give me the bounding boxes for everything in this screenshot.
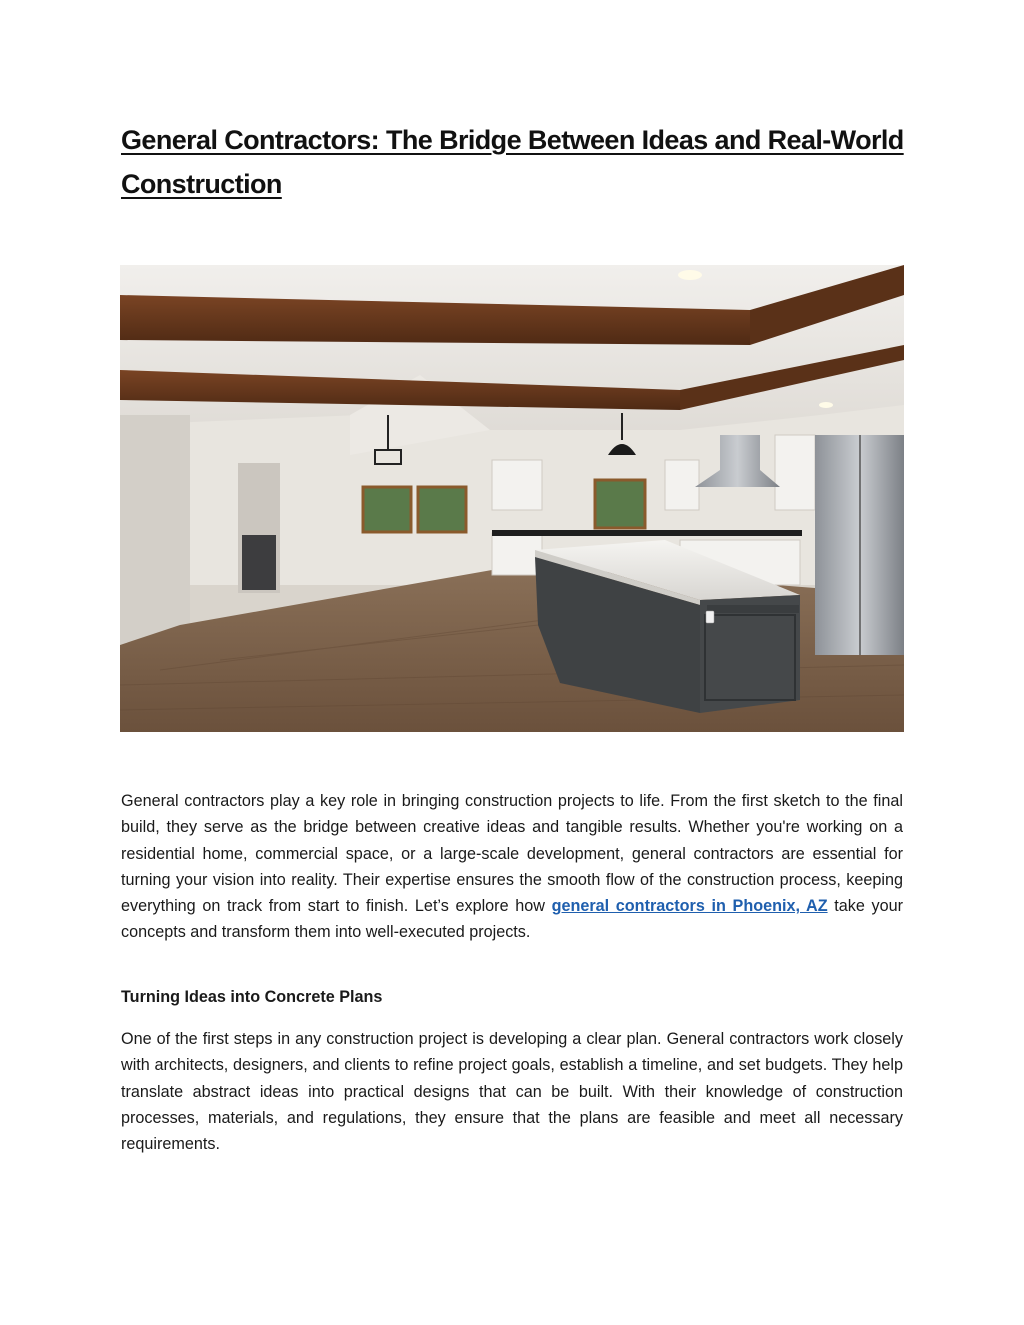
- section-heading: Turning Ideas into Concrete Plans: [121, 988, 383, 1006]
- kitchen-photo: [120, 265, 904, 732]
- intro-paragraph: [121, 788, 903, 946]
- general-contractors-phoenix-link[interactable]: general contractors in Phoenix, AZ: [551, 897, 828, 916]
- section-paragraph: One of the first steps in any construction project is developing a clear plan. General contractors work closely with architects, designers, and clients to refine project goals, establish a timeline, and set budgets. They help translate abstract ideas into practical designs that can be built. With their knowledge of construction processes, materials, and regulations, they ensure that the plans are feasible and meet all necessary requirements.: [121, 1030, 903, 1154]
- intro-text-after-link: take your concepts and transform them into well-executed projects.: [121, 897, 903, 942]
- kitchen-photo-illustration: [120, 265, 904, 732]
- page-title: General Contractors: The Bridge Between Ideas and Real-World Construction: [121, 125, 904, 199]
- intro-text-before-link: General contractors play a key role in bringing construction projects to life. From the first sketch to the final build, they serve as the bridge between creative ideas and tangible results. Whether you're working on a residential home, commercial space, or a large-scale development, general contractors are essential for turning your vision into reality. Their expertise ensures the smooth flow of the construction process, keeping everything on track from start to finish. Let’s explore how: [121, 792, 903, 916]
